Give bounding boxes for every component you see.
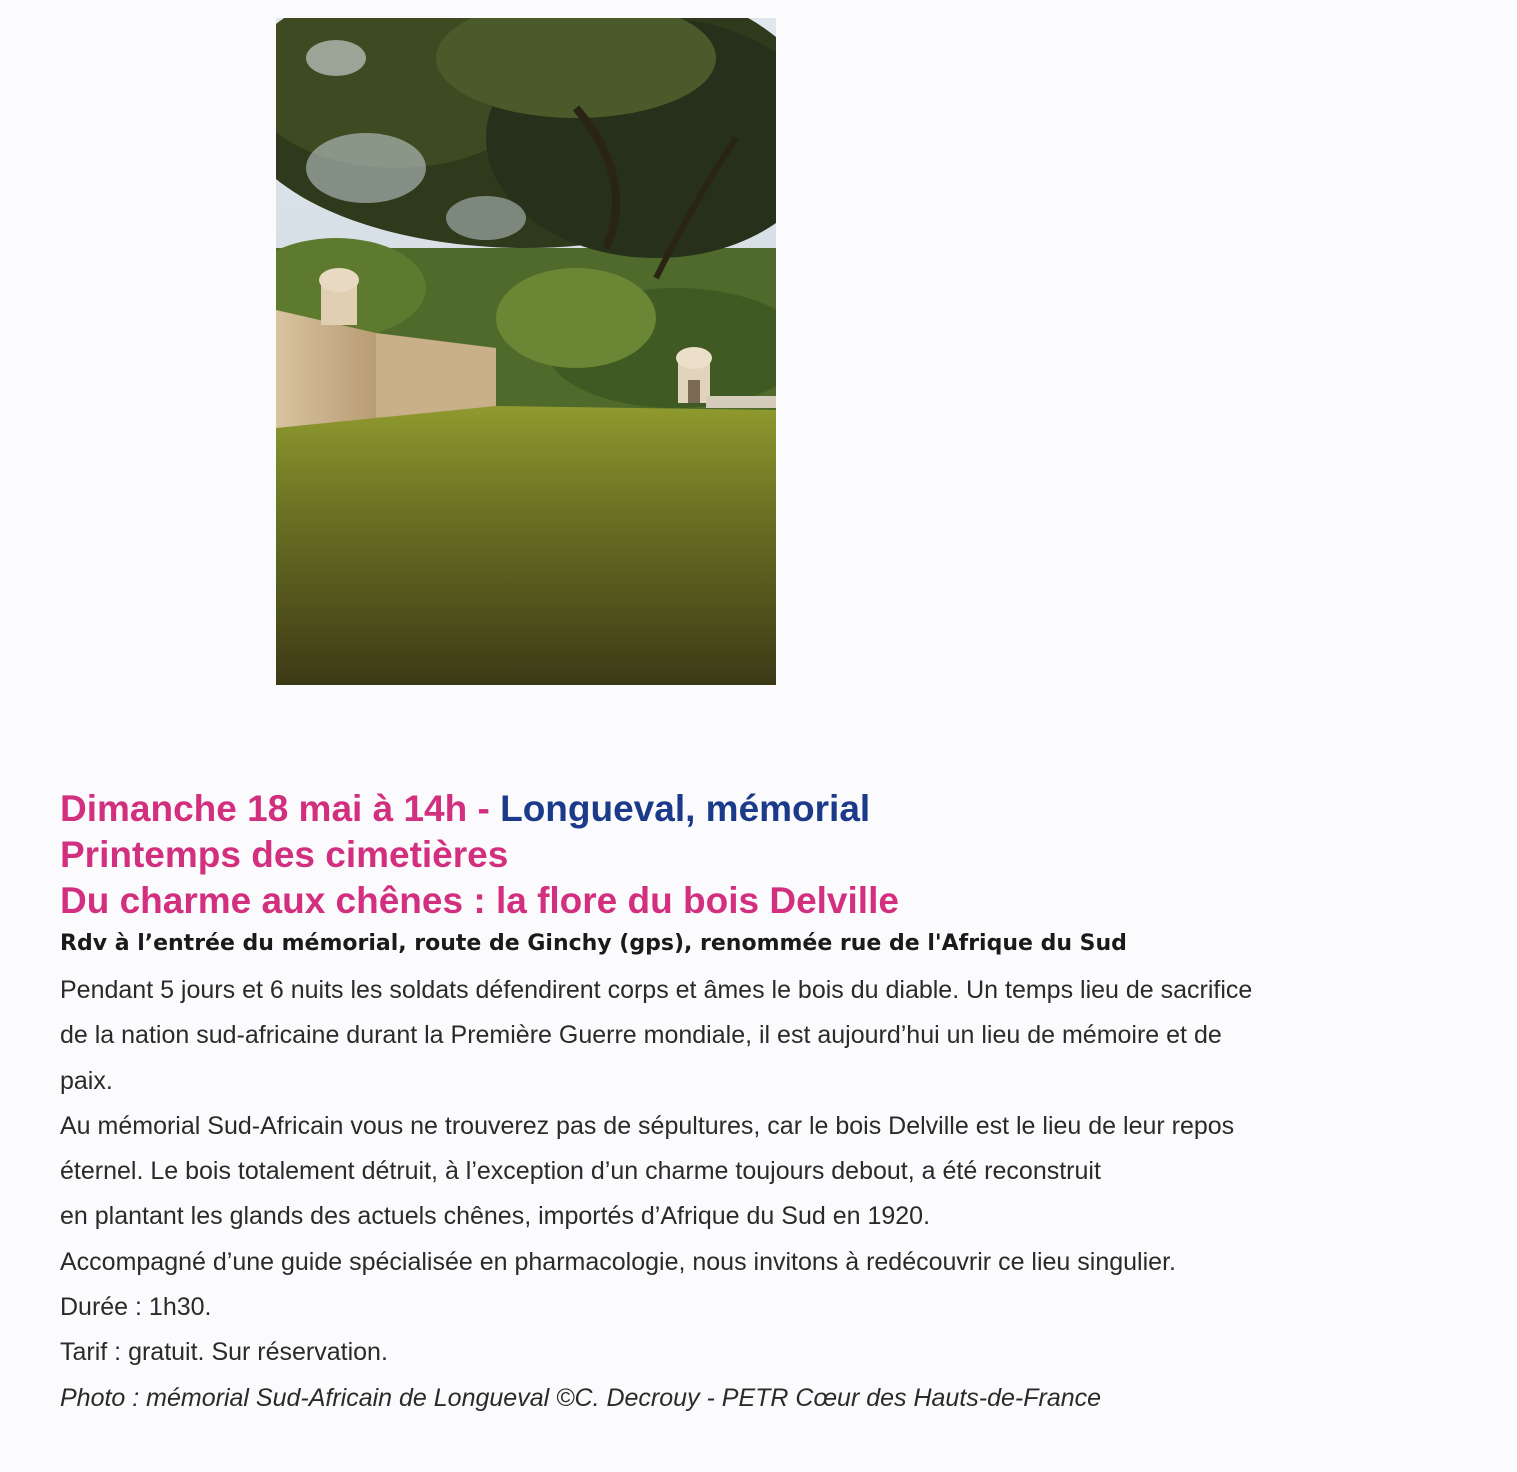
paragraph-1-line-3: paix. bbox=[60, 1066, 113, 1095]
paragraph-2-line-3: en plantant les glands des actuels chênes, importés d’Afrique du Sud en 1920. bbox=[60, 1202, 931, 1231]
heading-line-2: Printemps des cimetières bbox=[60, 834, 509, 875]
event-description bbox=[60, 968, 1500, 1421]
photo-credit: Photo : mémorial Sud-Africain de Longueval ©C. Decrouy - PETR Cœur des Hauts-de-France bbox=[60, 1383, 1102, 1412]
paragraph-1-line-2: de la nation sud-africaine durant la Première Guerre mondiale, il est aujourd’hui un lieu de mémoire et de bbox=[60, 1021, 1222, 1050]
paragraph-3: Accompagné d’une guide spécialisée en pharmacologie, nous invitons à redécouvrir ce lieu singulier. bbox=[60, 1247, 1176, 1276]
heading-line-1 bbox=[60, 786, 899, 832]
paragraph-1-line-1: Pendant 5 jours et 6 nuits les soldats défendirent corps et âmes le bois du diable. Un temps lieu de sacrifice bbox=[60, 976, 1253, 1004]
memorial-photo bbox=[276, 18, 776, 685]
duration: Durée : 1h30. bbox=[60, 1293, 212, 1322]
event-heading bbox=[60, 786, 899, 924]
meeting-point: Rdv à l’entrée du mémorial, route de Ginchy (gps), renommée rue de l'Afrique du Sud bbox=[60, 931, 1127, 956]
memorial-photo-illustration bbox=[276, 18, 776, 685]
paragraph-2-line-2: éternel. Le bois totalement détruit, à l’exception d’un charme toujours debout, a été reconstruit bbox=[60, 1157, 1101, 1186]
paragraph-2-line-1: Au mémorial Sud-Africain vous ne trouverez pas de sépultures, car le bois Delville est le lieu de leur repos bbox=[60, 1111, 1235, 1140]
price: Tarif : gratuit. Sur réservation. bbox=[60, 1338, 388, 1367]
heading-line-3: Du charme aux chênes : la flore du bois Delville bbox=[60, 880, 899, 921]
event-place: Longueval, mémorial bbox=[500, 788, 871, 829]
event-date-time: Dimanche 18 mai à 14h - bbox=[60, 788, 501, 829]
